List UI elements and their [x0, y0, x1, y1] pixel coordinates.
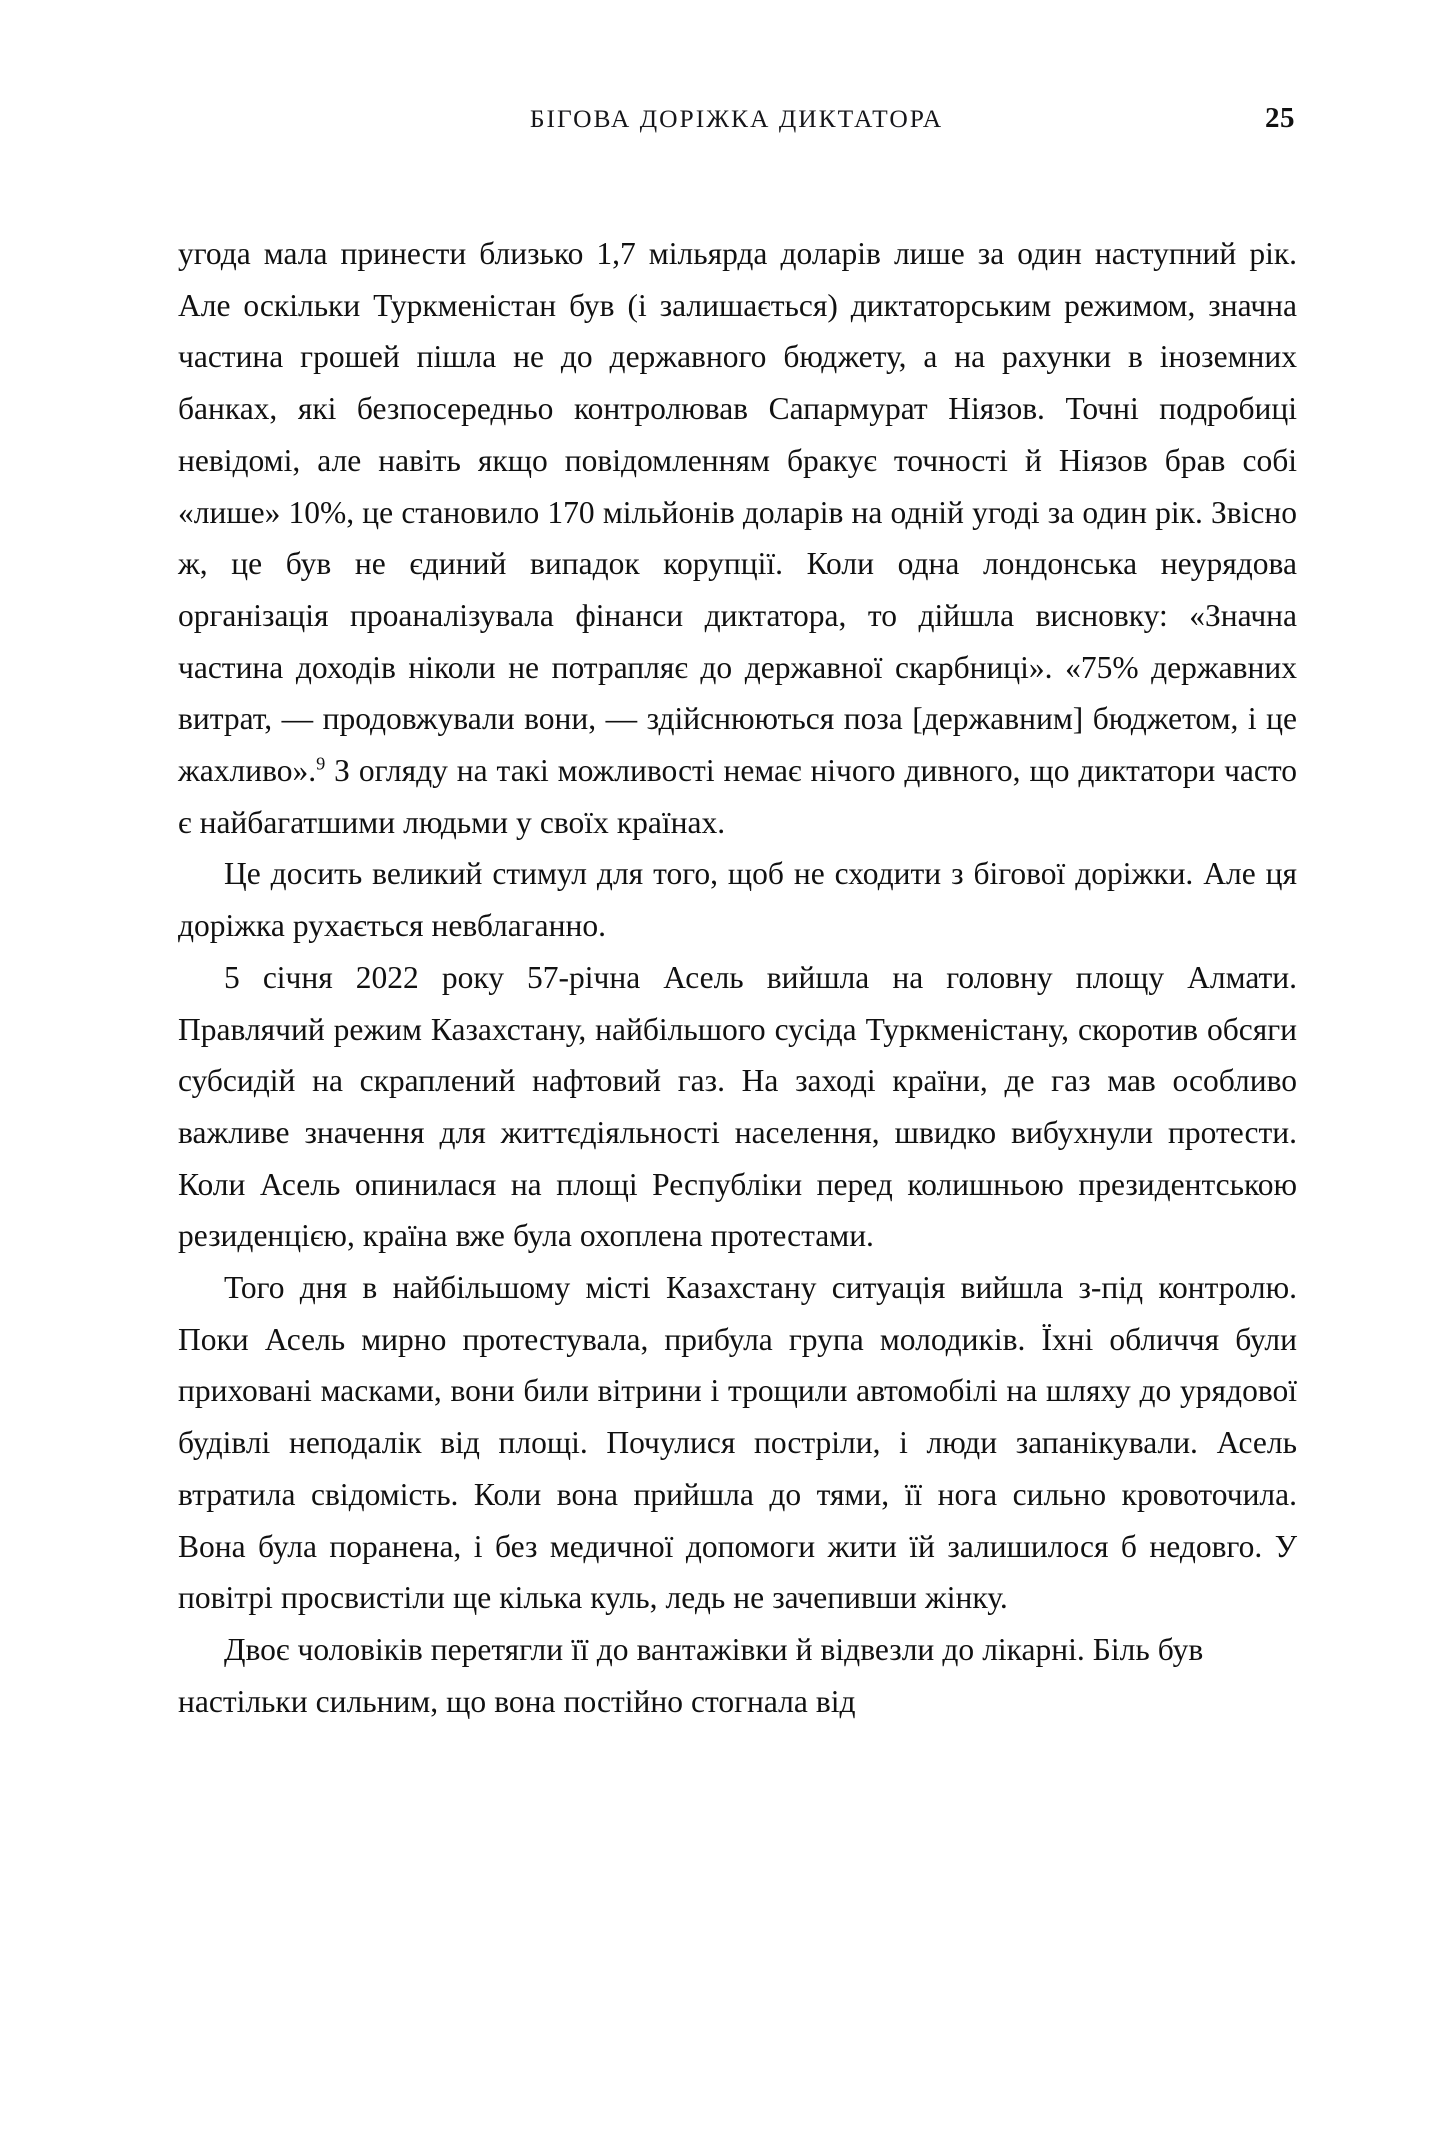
- paragraph-treadmill-incentive: Це досить великий стимул для того, щоб не сходити з бігової доріжки. Але ця доріжка рухається невблаганно.: [178, 856, 1297, 944]
- footnote-reference[interactable]: 9: [316, 753, 326, 774]
- running-head-title: БІГОВА ДОРІЖКА ДИКТАТОРА: [529, 104, 944, 133]
- page-number: 25: [1265, 102, 1295, 134]
- paragraph-continued: [178, 228, 1297, 848]
- running-head: [178, 104, 1295, 148]
- paragraph-two-men: Двоє чоловіків перетягли її до вантажівки й відвезли до лікарні. Біль був настільки сильним, що вона постійно стогнала від: [178, 1631, 1204, 1719]
- body-text-column: [178, 228, 1297, 1727]
- paragraph-that-day: Того дня в найбільшому місті Казахстану ситуація вийшла з-під контролю. Поки Асель мирно протестувала, прибула група молодиків. Їхні обличчя були приховані масками, вони били вітрини і трощили автомобілі на шляху до урядової будівлі неподалік від площі. Почулися постріли, і люди запанікували. Асель втратила свідомість. Коли вона прийшла до тями, її нога сильно кровоточила. Вона була поранена, і без медичної допомоги жити їй залишилося б недовго. У повітрі просвистіли ще кілька куль, ледь не зачепивши жінку.: [178, 1270, 1297, 1616]
- paragraph-text: угода мала принести близько 1,7 мільярда доларів лише за один наступний рік. Але оскільки Туркменістан був (і залишається) диктаторським режимом, значна частина грошей пішла не до державного бюджету, а на рахунки в іноземних банках, які безпосередньо контролював Сапармурат Ніязов. Точні подробиці невідомі, але навіть якщо повідомленням бракує точності й Ніязов брав собі «лише» 10%, це становило 170 мільйонів доларів на одній угоді за один рік. Звісно ж, це був не єдиний випадок корупції. Коли одна лондонська неурядова організація проаналізувала фінанси диктатора, то дійшла висновку: «Значна частина доходів ніколи не потрапляє до державної скарбниці». «75% державних витрат, — продовжували вони, — здійснюються поза [державним] бюджетом, і це жахливо».: [178, 236, 1297, 789]
- paragraph-text-after-footnote: З огляду на такі можливості немає нічого дивного, що диктатори часто є найбагатшими людьми у своїх країнах.: [178, 753, 1297, 840]
- paragraph-asel-almaty: 5 січня 2022 року 57-річна Асель вийшла на головну площу Алмати. Правлячий режим Казахстану, найбільшого сусіда Туркменістану, скоротив обсяги субсидій на скраплений нафтовий газ. На заході країни, де газ мав особливо важливе значення для життєдіяльності населення, швидко вибухнули протести. Коли Асель опинилася на площі Республіки перед колишньою президентською резиденцією, країна вже була охоплена протестами.: [178, 959, 1297, 1254]
